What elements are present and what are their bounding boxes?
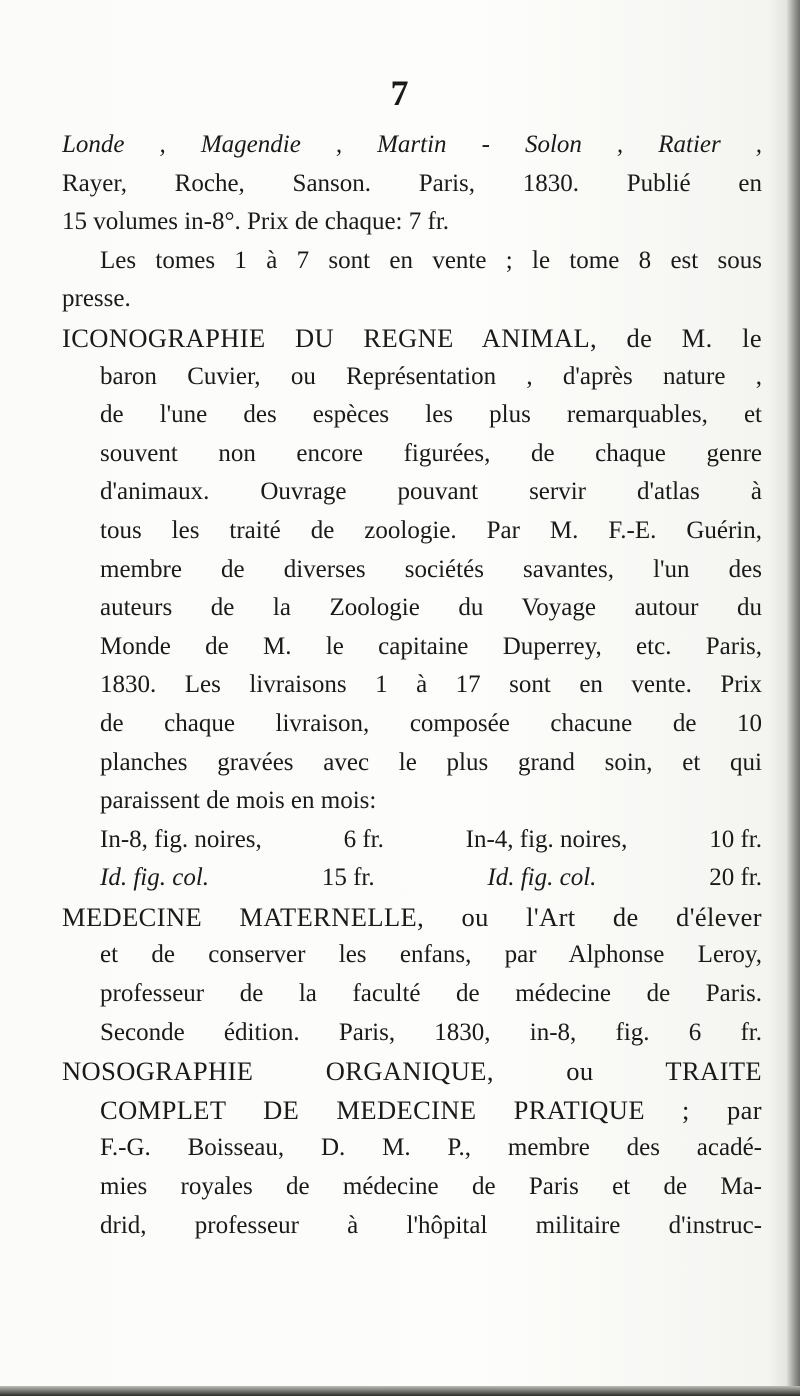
text-line: paraissent de mois en mois: (100, 787, 377, 815)
text-line: souvent non encore figurées, de chaque genre (100, 439, 762, 467)
text-line: et de conserver les enfans, par Alphonse Leroy, (100, 941, 762, 969)
text-line: Rayer, Roche, Sanson. Paris, 1830. Publié en (62, 169, 762, 197)
text-line: d'animaux. Ouvrage pouvant servir d'atlas à (100, 478, 762, 506)
price-cell: In-8, fig. noires, (100, 825, 262, 853)
text-line: baron Cuvier, ou Représentation , d'après nature , (100, 362, 762, 390)
text-line: membre de diverses sociétés savantes, l'un des (100, 555, 762, 583)
text-line: F.-G. Boisseau, D. M. P., membre des acadé- (100, 1134, 762, 1162)
price-cell: Id. fig. col. (487, 864, 597, 892)
text-line: Londe , Magendie , Martin - Solon , Ratier , (62, 131, 762, 158)
text-line: professeur de la faculté de médecine de Paris. (100, 980, 762, 1008)
text-line: Les tomes 1 à 7 sont en vente ; le tome 8 est sous (100, 246, 762, 274)
price-cell: Id. fig. col. (100, 864, 210, 892)
text-line: planches gravées avec le plus grand soin, et qui (100, 748, 762, 776)
text-line: Monde de M. le capitaine Duperrey, etc. Paris, (100, 632, 762, 660)
page-bottom-edge (0, 1386, 800, 1396)
text-line: drid, professeur à l'hôpital militaire d'instruc- (100, 1211, 762, 1239)
page-text (62, 126, 762, 1245)
price-row (62, 821, 762, 860)
price-cell: 15 fr. (321, 864, 375, 892)
price-row (62, 859, 762, 898)
page-number: 7 (390, 73, 410, 113)
text-line: NOSOGRAPHIE ORGANIQUE, ou TRAITE (62, 1056, 762, 1087)
price-cell: 10 fr. (709, 825, 762, 853)
text-line: auteurs de la Zoologie du Voyage autour du (100, 594, 762, 622)
text-line: presse. (62, 285, 131, 313)
price-cell: 20 fr. (709, 864, 762, 892)
text-line: ICONOGRAPHIE DU REGNE ANIMAL, de M. le (62, 322, 762, 353)
text-line: de l'une des espèces les plus remarquables, et (100, 401, 762, 429)
price-table (62, 821, 762, 898)
price-cell: In-4, fig. noires, (465, 825, 628, 853)
page-edge-shadow (786, 0, 800, 1396)
text-line: mies royales de médecine de Paris et de Ma- (100, 1173, 762, 1201)
text-block-bottom (62, 898, 762, 1245)
text-block-top (62, 126, 762, 821)
text-line: 1830. Les livraisons 1 à 17 sont en vente. Prix (100, 671, 762, 699)
price-cell: 6 fr. (343, 825, 384, 853)
text-line: tous les traité de zoologie. Par M. F.-E. Guérin, (100, 516, 762, 544)
text-line: de chaque livraison, composée chacune de 10 (100, 709, 762, 737)
text-line: 15 volumes in-8°. Prix de chaque: 7 fr. (62, 208, 450, 236)
text-line: COMPLET DE MEDECINE PRATIQUE ; par (100, 1094, 762, 1125)
text-line: MEDECINE MATERNELLE, ou l'Art de d'élever (62, 901, 762, 932)
text-line: Seconde édition. Paris, 1830, in-8, fig. 6 fr. (100, 1018, 762, 1046)
